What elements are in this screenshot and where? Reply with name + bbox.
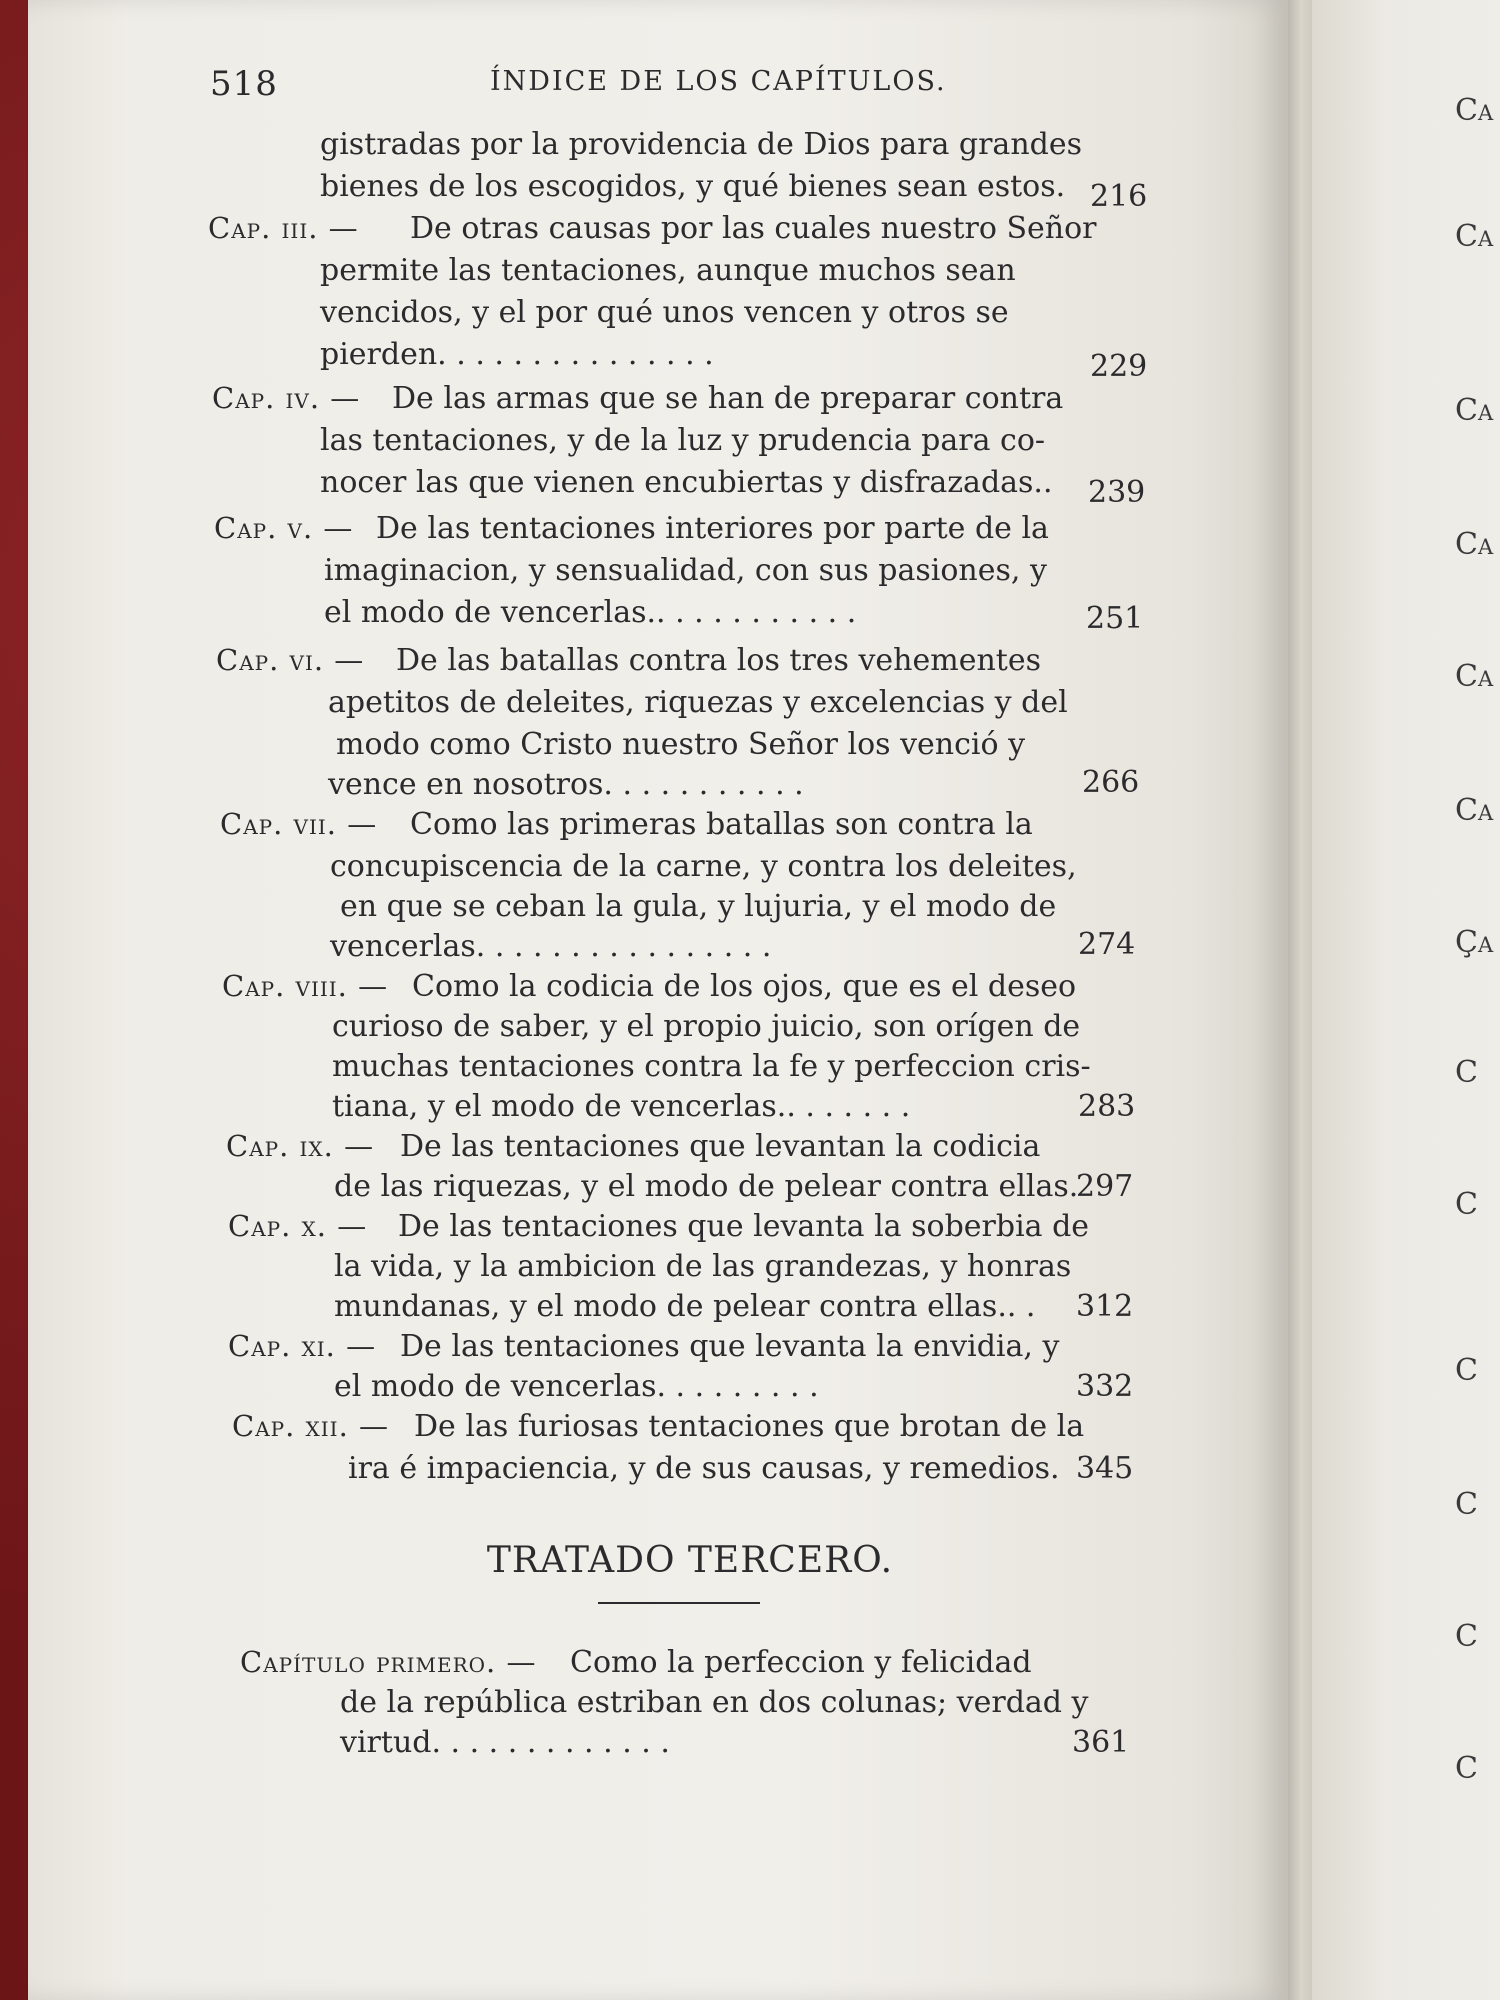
facing-fragment: Ca [1455, 219, 1494, 254]
entry-line: la vida, y la ambicion de las grandezas, y honras [334, 1249, 1072, 1284]
entry-line: De las tentaciones interiores por parte de la [376, 511, 1049, 546]
entry-line: Como la codicia de los ojos, que es el deseo [412, 969, 1077, 1004]
entry-line: curioso de saber, y el propio juicio, son orígen de [332, 1009, 1081, 1044]
entry-line: virtud. . . . . . . . . . . . . [340, 1725, 670, 1760]
chapter-label: Cap. iii. — [208, 211, 359, 245]
entry-line: apetitos de deleites, riquezas y excelencias y del [328, 685, 1068, 720]
facing-fragment: C [1455, 1187, 1478, 1222]
entry-line: De las tentaciones que levanta la soberbia de [398, 1209, 1090, 1244]
entry-line: De otras causas por las cuales nuestro Señor [410, 211, 1097, 246]
facing-fragment: Ca [1455, 393, 1494, 428]
entry-page-number: 229 [1090, 349, 1148, 384]
chapter-label: Capítulo primero. — [240, 1645, 537, 1679]
entry-line: imaginacion, y sensualidad, con sus pasiones, y [324, 553, 1047, 588]
chapter-label: Cap. ix. — [226, 1129, 375, 1163]
entry-line: vence en nosotros. . . . . . . . . . . [328, 767, 804, 802]
facing-fragment: C [1455, 1619, 1478, 1654]
facing-fragment: C [1455, 1751, 1478, 1786]
entry-line: en que se ceban la gula, y lujuria, y el modo de [340, 889, 1057, 924]
running-title: ÍNDICE DE LOS CAPÍTULOS. [490, 66, 947, 97]
entry-line: Como la perfeccion y felicidad [570, 1645, 1032, 1680]
chapter-label: Cap. x. — [228, 1209, 368, 1243]
section-divider [598, 1602, 760, 1604]
facing-fragment: C [1455, 1055, 1478, 1090]
entry-line: De las armas que se han de preparar contra [392, 381, 1064, 416]
chapter-label: Cap. xii. — [232, 1409, 390, 1443]
entry-line: las tentaciones, y de la luz y prudencia para co- [320, 423, 1046, 458]
entry-line: De las batallas contra los tres vehementes [396, 643, 1041, 678]
entry-page-number: 239 [1088, 475, 1146, 510]
entry-line: permite las tentaciones, aunque muchos sean [320, 253, 1016, 288]
entry-page-number: 216 [1090, 179, 1148, 214]
entry-line: gistradas por la providencia de Dios para grandes [320, 127, 1082, 162]
entry-page-number: 361 [1072, 1725, 1130, 1760]
entry-page-number: 332 [1076, 1369, 1134, 1404]
entry-line: vencidos, y el por qué unos vencen y otros se [320, 295, 1009, 330]
entry-line: de la república estriban en dos colunas; verdad y [340, 1685, 1089, 1720]
book-gutter [1288, 0, 1312, 2000]
entry-page-number: 345 [1076, 1451, 1134, 1486]
page-header [210, 64, 1110, 110]
entry-line: muchas tentaciones contra la fe y perfeccion cris- [332, 1049, 1091, 1084]
right-book-page [1312, 0, 1500, 2000]
facing-fragment: Ca [1455, 527, 1494, 562]
entry-page-number: 266 [1082, 765, 1140, 800]
entry-line: modo como Cristo nuestro Señor los venció y [336, 727, 1026, 762]
facing-fragment: Ca [1455, 659, 1494, 694]
entry-line: mundanas, y el modo de pelear contra ellas.. . [334, 1289, 1036, 1324]
chapter-label: Cap. iv. — [212, 381, 361, 415]
entry-line: nocer las que vienen encubiertas y disfrazadas.. [320, 465, 1053, 500]
chapter-label: Cap. xi. — [228, 1329, 377, 1363]
facing-fragment: C [1455, 1487, 1478, 1522]
facing-fragment: Ça [1455, 925, 1494, 960]
facing-fragment: C [1455, 1353, 1478, 1388]
entry-line: tiana, y el modo de vencerlas.. . . . . . . [332, 1089, 911, 1124]
chapter-label: Cap. vii. — [220, 807, 378, 841]
chapter-label: Cap. v. — [214, 511, 354, 545]
entry-page-number: 251 [1086, 601, 1144, 636]
entry-page-number: 283 [1078, 1089, 1136, 1124]
entry-line: de las riquezas, y el modo de pelear contra ellas. [334, 1169, 1079, 1204]
entry-page-number: 312 [1076, 1289, 1134, 1324]
entry-line: De las tentaciones que levantan la codicia [400, 1129, 1041, 1164]
facing-fragment: Ca [1455, 793, 1494, 828]
entry-line: bienes de los escogidos, y qué bienes sean estos. [320, 169, 1066, 204]
entry-line: De las furiosas tentaciones que brotan de la [414, 1409, 1085, 1444]
entry-line: el modo de vencerlas.. . . . . . . . . . . [324, 595, 857, 630]
entry-line: pierden. . . . . . . . . . . . . . . [320, 337, 714, 372]
entry-line: concupiscencia de la carne, y contra los deleites, [330, 849, 1077, 884]
chapter-label: Cap. viii. — [222, 969, 389, 1003]
facing-fragment: Ca [1455, 93, 1494, 128]
entry-line: vencerlas. . . . . . . . . . . . . . . . [330, 929, 772, 964]
entry-line: Como las primeras batallas son contra la [410, 807, 1033, 842]
entry-page-number: 297 [1076, 1169, 1134, 1204]
entry-line: el modo de vencerlas. . . . . . . . . [334, 1369, 819, 1404]
section-title: TRATADO TERCERO. [486, 1540, 894, 1581]
entry-line: ira é impaciencia, y de sus causas, y remedios. [348, 1451, 1060, 1486]
chapter-label: Cap. vi. — [216, 643, 365, 677]
entry-line: De las tentaciones que levanta la envidia, y [400, 1329, 1060, 1364]
entry-page-number: 274 [1078, 927, 1136, 962]
page-number: 518 [210, 64, 278, 104]
